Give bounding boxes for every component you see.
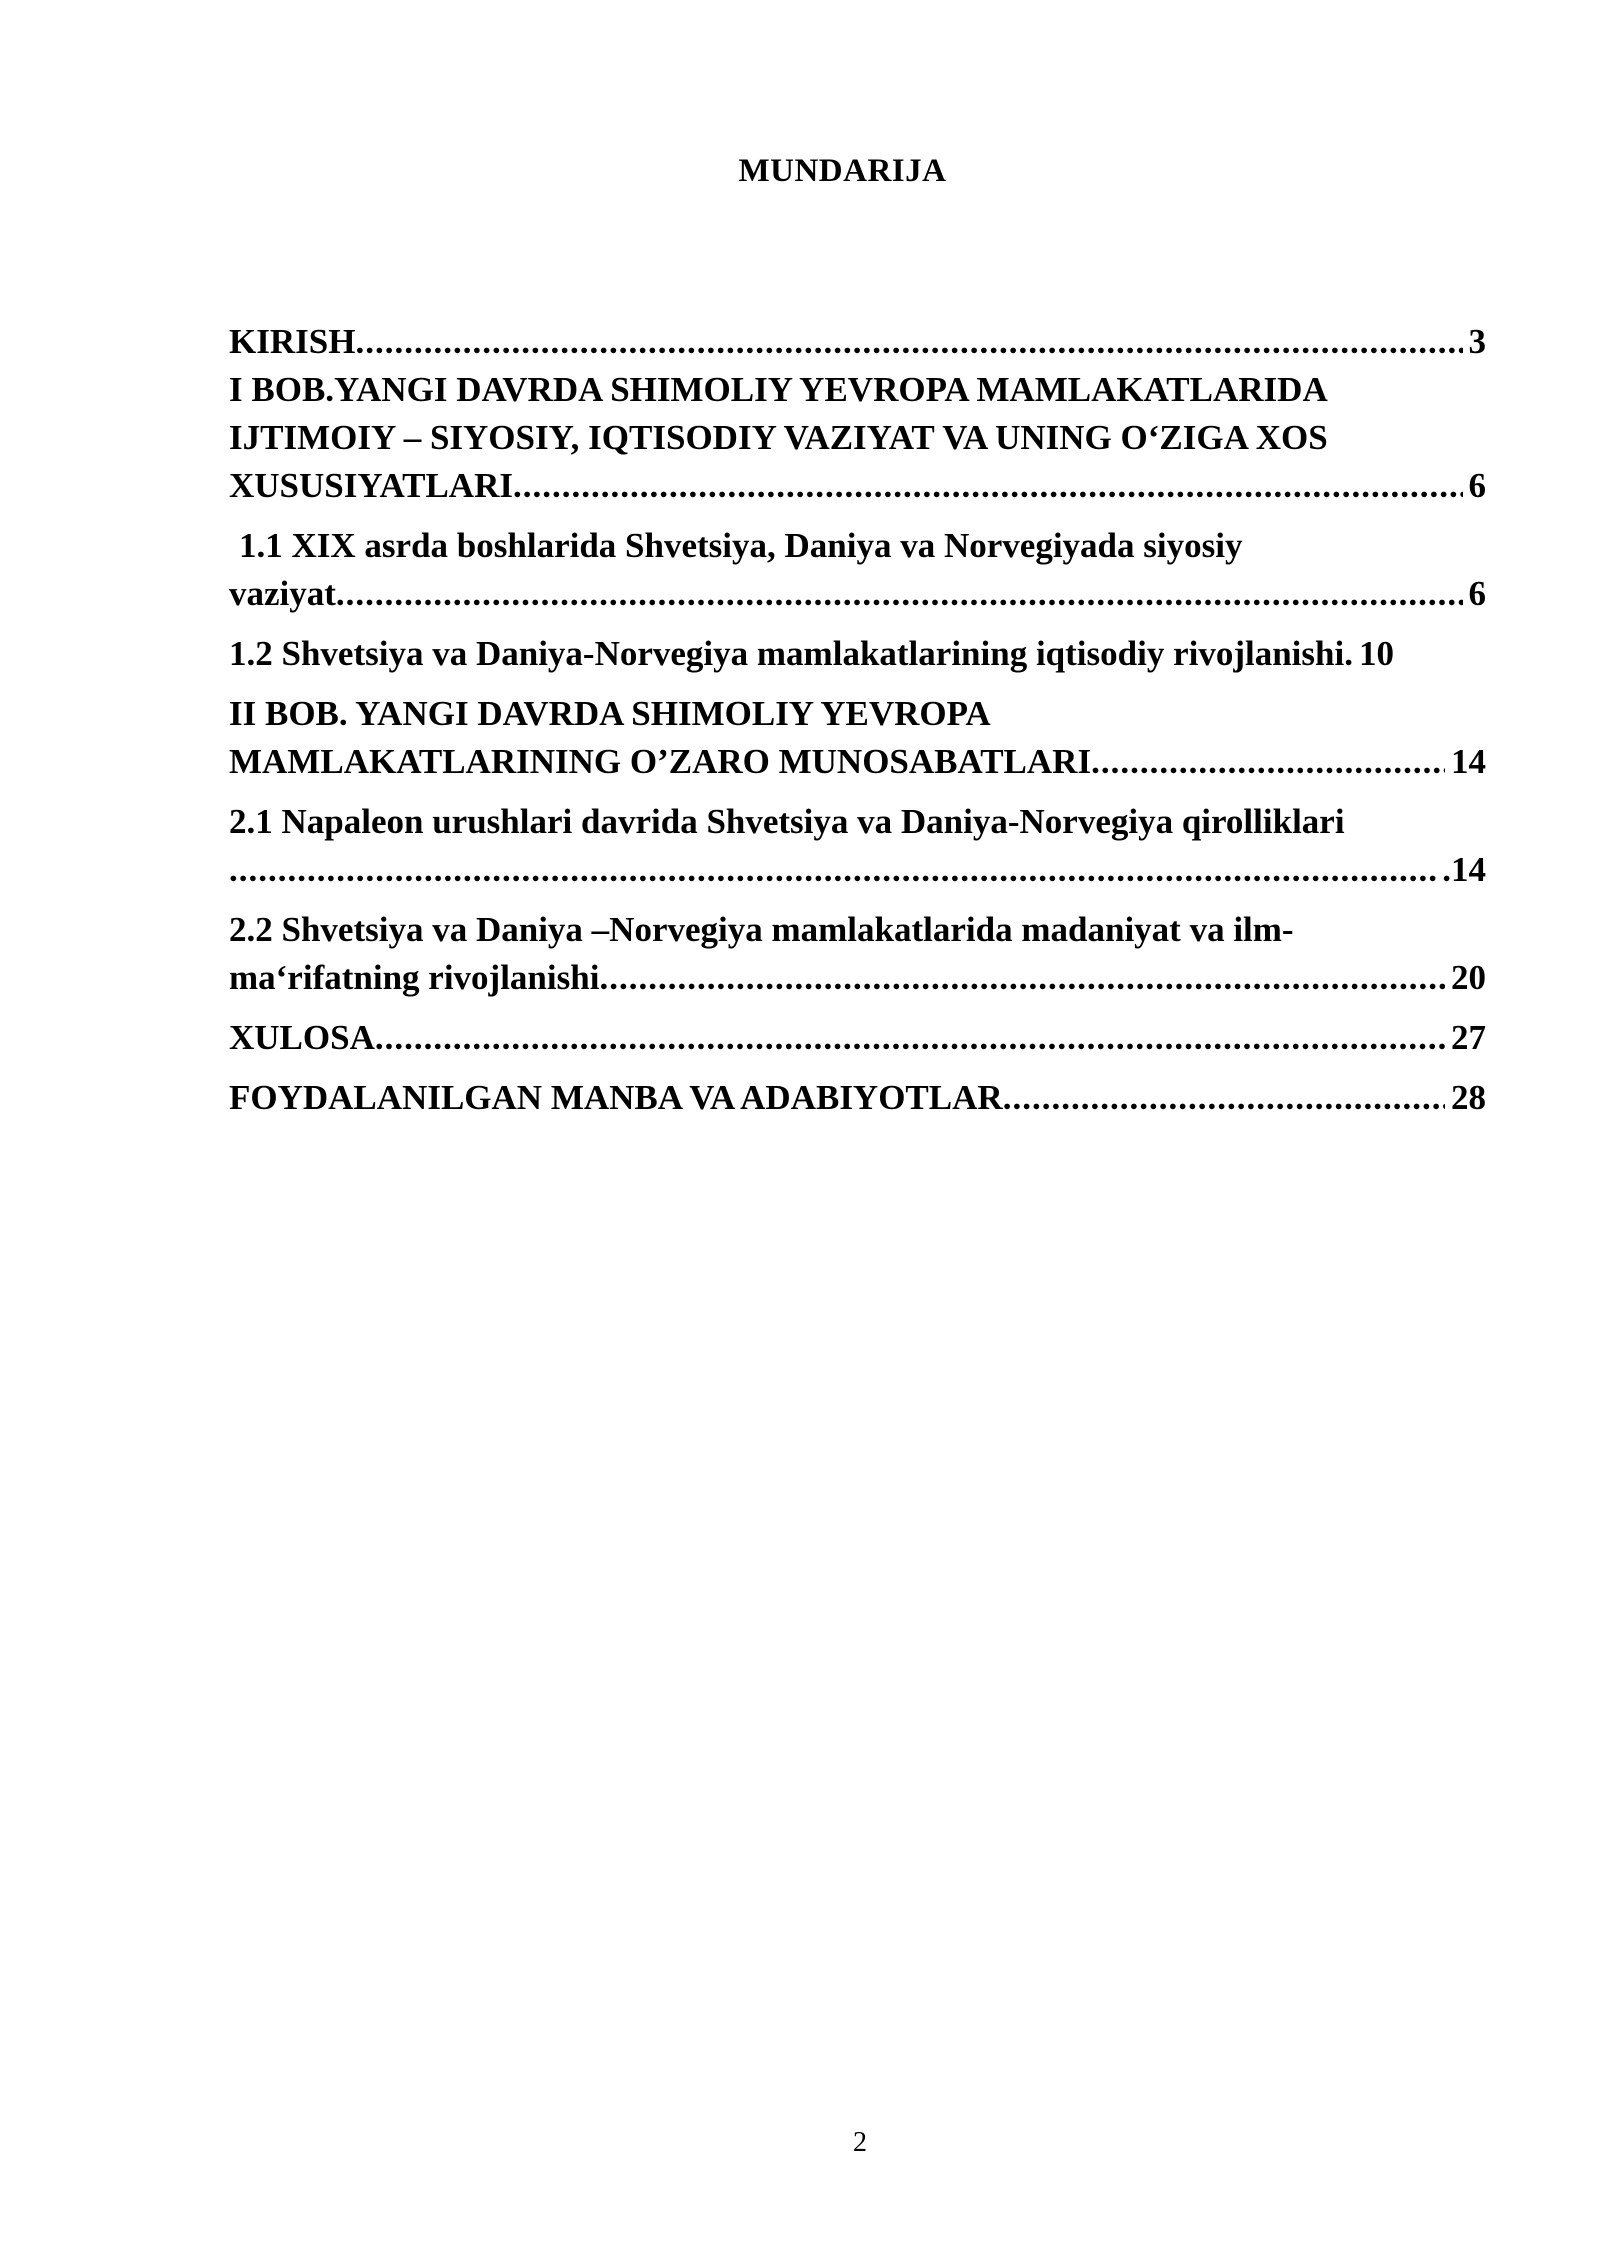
table-of-contents: [229, 318, 1486, 1122]
dot-leader: [513, 462, 1463, 510]
dot-leader: [375, 1014, 1445, 1062]
toc-page-number: 20: [1451, 958, 1486, 997]
toc-entry-bob2-line1[interactable]: [229, 690, 1486, 738]
toc-entry-bob1-line1[interactable]: [229, 366, 1486, 414]
toc-page-number: 6: [1468, 574, 1486, 613]
toc-entry-title: 1.2 Shvetsiya va Daniya-Norvegiya mamlakatlarining iqtisodiy rivojlanishi.: [229, 634, 1353, 673]
toc-entry-xulosa[interactable]: [229, 1014, 1486, 1062]
toc-entry-2-2-line1[interactable]: [229, 906, 1486, 954]
toc-page-number: 10: [1358, 634, 1394, 673]
dot-leader: [599, 954, 1445, 1002]
toc-entry-2-1-line1[interactable]: [229, 798, 1486, 846]
toc-entry-title: vaziyat: [229, 574, 336, 613]
toc-entry-title: KIRISH: [229, 322, 356, 361]
toc-entry-title: 2.1 Napaleon urushlari davrida Shvetsiya va Daniya-Norvegiya qirolliklari: [229, 802, 1345, 841]
toc-page-number: 27: [1451, 1018, 1486, 1057]
toc-entry-title: FOYDALANILGAN MANBA VA ADABIYOTLAR: [229, 1078, 1003, 1117]
toc-entry-adabiyotlar[interactable]: [229, 1074, 1486, 1122]
toc-entry-title: XULOSA: [229, 1018, 375, 1057]
toc-page-number: 6: [1468, 466, 1486, 505]
toc-entry-2-1-line2[interactable]: [229, 846, 1486, 894]
toc-page-number: 3: [1468, 322, 1486, 361]
dot-leader: [355, 318, 1462, 366]
toc-entry-2-2-line2[interactable]: [229, 954, 1486, 1002]
toc-entry-title: 1.1 XIX asrda boshlarida Shvetsiya, Daniya va Norvegiyada siyosiy: [239, 526, 1243, 565]
toc-entry-1-2[interactable]: [229, 630, 1486, 678]
toc-entry-title: IJTIMOIY – SIYOSIY, IQTISODIY VAZIYAT VA UNING O‘ZIGA XOS: [229, 418, 1328, 457]
toc-entry-title: II BOB. YANGI DAVRDA SHIMOLIY YEVROPA: [229, 694, 991, 733]
toc-page-number: 28: [1451, 1078, 1486, 1117]
toc-entry-bob1-line2[interactable]: [229, 414, 1486, 462]
toc-entry-bob1-line3[interactable]: [229, 462, 1486, 510]
toc-entry-kirish[interactable]: [229, 318, 1486, 366]
toc-entry-bob2-line2[interactable]: [229, 738, 1486, 786]
toc-entry-title: ma‘rifatning rivojlanishi: [229, 958, 600, 997]
toc-entry-title: MAMLAKATLARINING O’ZARO MUNOSABATLARI: [229, 742, 1092, 781]
toc-entry-1-1-line1[interactable]: [229, 522, 1486, 570]
toc-page-number: 14: [1451, 742, 1486, 781]
toc-entry-title: I BOB.YANGI DAVRDA SHIMOLIY YEVROPA MAMLAKATLARIDA: [229, 370, 1328, 409]
page-title: MUNDARIJA: [738, 153, 947, 189]
dot-leader: [1091, 738, 1445, 786]
dot-leader: [229, 846, 1436, 894]
page-number: 2: [853, 2127, 867, 2158]
toc-entry-title: XUSUSIYATLARI: [229, 466, 513, 505]
dot-leader: [1003, 1074, 1445, 1122]
dot-leader: [336, 570, 1463, 618]
toc-entry-1-1-line2[interactable]: [229, 570, 1486, 618]
toc-entry-title: 2.2 Shvetsiya va Daniya –Norvegiya mamlakatlarida madaniyat va ilm-: [229, 910, 1294, 949]
toc-page-number: .14: [1442, 850, 1486, 889]
